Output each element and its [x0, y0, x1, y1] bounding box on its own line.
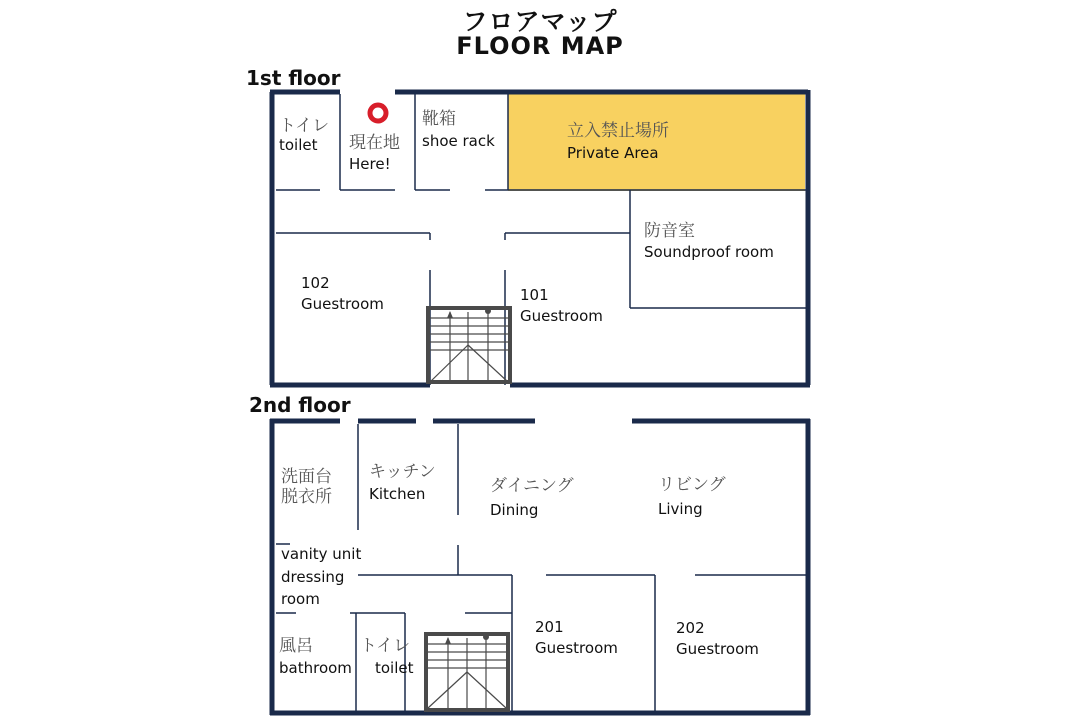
room-jp-label: リビング	[658, 475, 726, 495]
room-jp-label: トイレ	[279, 116, 330, 136]
staircase-icon	[426, 634, 508, 710]
room-en-label: bathroom	[279, 658, 352, 677]
room-here	[349, 134, 400, 173]
room-jp-label: 靴箱	[422, 109, 456, 129]
room-101	[520, 287, 603, 326]
room-vanity-en	[281, 543, 361, 611]
room-en-label-2: dressing	[281, 567, 345, 586]
room-shoe-rack	[422, 110, 495, 150]
room-102	[301, 275, 384, 314]
room-number: 202	[676, 619, 705, 637]
room-jp-label-2: 脱衣所	[281, 486, 332, 507]
red-ring-icon	[370, 105, 386, 121]
room-private-area	[567, 122, 669, 162]
room-en-label: Guestroom	[301, 295, 384, 314]
room-en-label: Kitchen	[369, 484, 426, 503]
room-number: 101	[520, 286, 549, 304]
room-living	[658, 476, 726, 518]
room-dining	[490, 477, 574, 519]
floor1-label: 1st floor	[246, 66, 341, 90]
room-201	[535, 619, 618, 658]
room-en-label: toilet	[375, 658, 414, 677]
room-number: 201	[535, 618, 564, 636]
room-jp-label: 防音室	[644, 221, 695, 241]
floor2-label: 2nd floor	[249, 393, 351, 417]
room-en-label: toilet	[279, 135, 318, 154]
room-en-label: Guestroom	[676, 640, 759, 659]
title-en: FLOOR MAP	[456, 32, 624, 60]
room-en-label: Private Area	[567, 143, 659, 162]
room-jp-label: 洗面台	[281, 467, 332, 487]
room-bathroom	[279, 637, 352, 677]
room-jp-label: 立入禁止場所	[567, 121, 669, 141]
room-toilet-1f	[279, 117, 329, 154]
room-vanity-jp	[281, 468, 332, 507]
room-en-label: Guestroom	[520, 307, 603, 326]
room-en-label: Dining	[490, 500, 539, 519]
room-en-label: Living	[658, 499, 703, 518]
room-en-label-3: room	[281, 590, 320, 608]
room-soundproof	[644, 222, 774, 261]
room-en-label: Soundproof room	[644, 242, 774, 261]
room-jp-label: 現在地	[349, 133, 400, 153]
room-en-label: Here!	[349, 154, 391, 173]
room-en-label: shoe rack	[422, 131, 495, 150]
room-number: 102	[301, 274, 330, 292]
staircase-icon	[428, 308, 510, 382]
room-jp-label: ダイニング	[490, 476, 574, 496]
room-en-label: vanity unit	[281, 545, 362, 563]
room-toilet-2f	[360, 637, 414, 677]
room-jp-label: トイレ	[360, 636, 411, 656]
room-202	[676, 620, 759, 659]
room-en-label: Guestroom	[535, 639, 618, 658]
room-kitchen	[369, 463, 436, 503]
title-jp: フロアマップ	[462, 7, 618, 36]
room-jp-label: 風呂	[279, 636, 313, 656]
room-jp-label: キッチン	[369, 462, 436, 482]
